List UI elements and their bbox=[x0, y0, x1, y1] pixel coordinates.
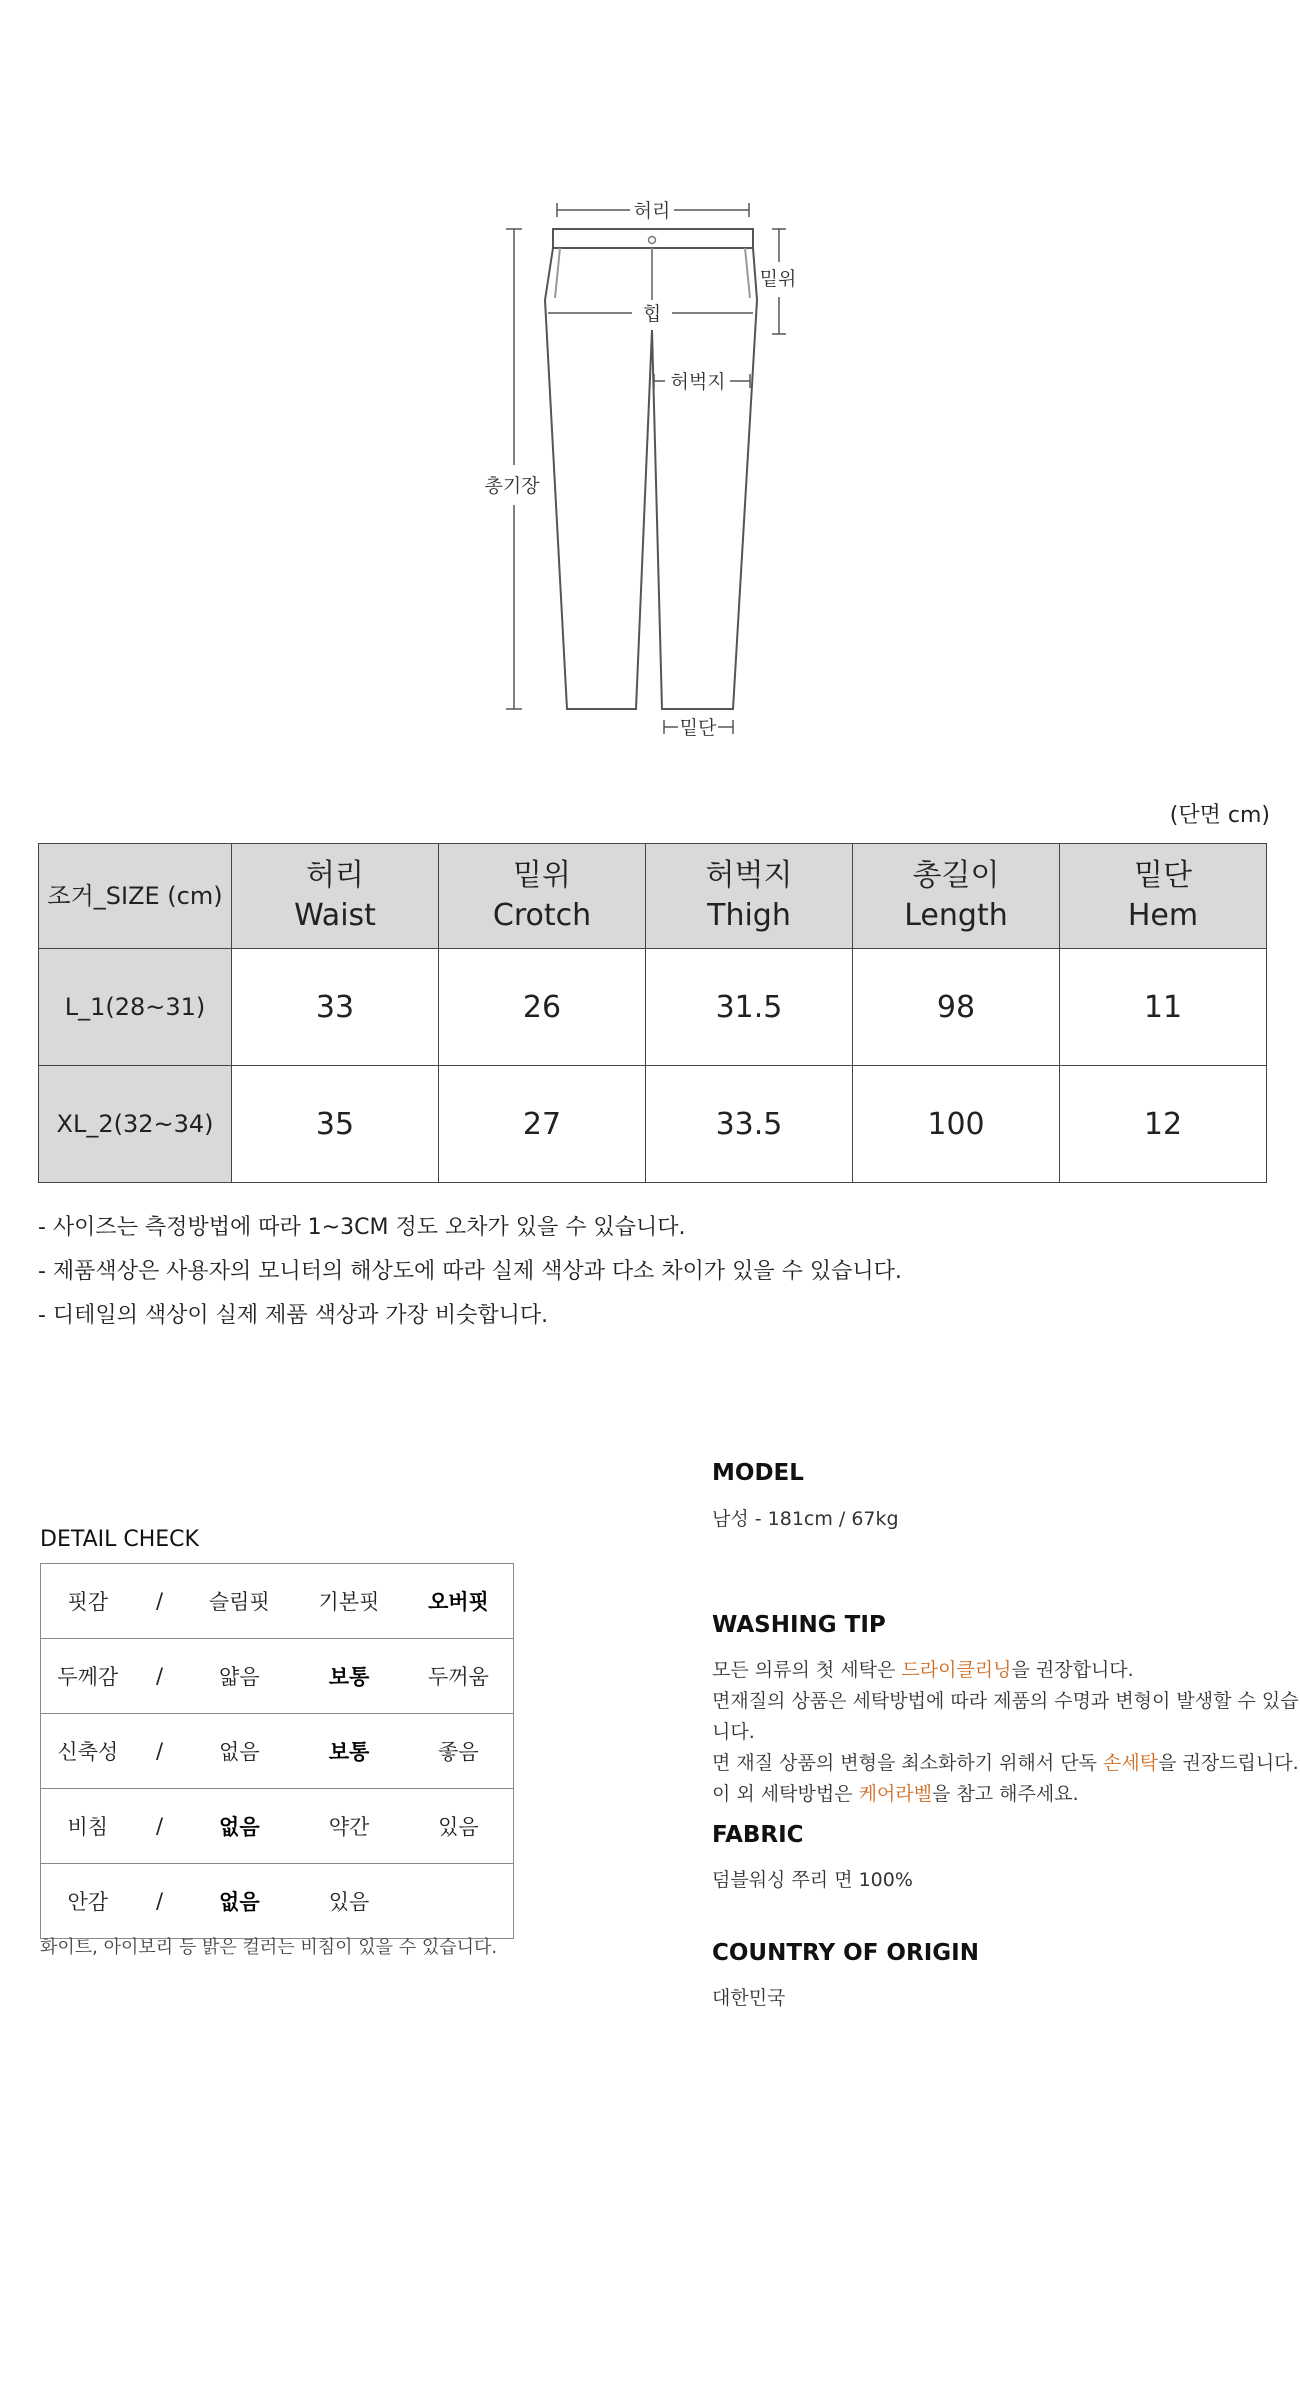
detail-separator: / bbox=[135, 1564, 185, 1639]
origin-text: 대한민국 bbox=[712, 1987, 786, 2009]
size-table-header bbox=[39, 844, 1267, 949]
fabric-text: 덤블워싱 쭈리 면 100% bbox=[712, 1869, 913, 1891]
detail-option-selected: 보통 bbox=[294, 1714, 404, 1789]
detail-label: 핏감 bbox=[41, 1564, 135, 1639]
detail-option: 두꺼움 bbox=[404, 1639, 514, 1714]
washing-line: 모든 의류의 첫 세탁은 드라이클리닝을 권장합니다. bbox=[712, 1659, 1134, 1681]
sheerness-note: 화이트, 아이보리 등 밝은 컬러는 비침이 있을 수 있습니다. bbox=[40, 1937, 498, 1958]
header-crotch: 밑위 Crotch bbox=[439, 844, 646, 949]
table-cell: 100 bbox=[853, 1066, 1060, 1183]
row-size-label: XL_2(32~34) bbox=[39, 1066, 232, 1183]
washing-line: 면 재질 상품의 변형을 최소화하기 위해서 단독 손세탁을 권장드립니다. bbox=[712, 1752, 1299, 1774]
model-text: 남성 - 181cm / 67kg bbox=[712, 1508, 899, 1530]
detail-row-sheerness bbox=[41, 1789, 514, 1864]
fabric-title: FABRIC bbox=[712, 1822, 804, 1848]
detail-option-selected: 없음 bbox=[185, 1789, 295, 1864]
table-cell: 27 bbox=[439, 1066, 646, 1183]
pocket-left bbox=[555, 248, 560, 298]
detail-separator: / bbox=[135, 1639, 185, 1714]
detail-option: 기본핏 bbox=[294, 1564, 404, 1639]
size-note: - 사이즈는 측정방법에 따라 1~3CM 정도 오차가 있을 수 있습니다. bbox=[38, 1215, 686, 1240]
table-cell: 33 bbox=[232, 949, 439, 1066]
thigh-label: 허벅지 bbox=[670, 371, 726, 393]
waistband-outline bbox=[553, 229, 753, 248]
detail-note: - 디테일의 색상이 실제 제품 색상과 가장 비슷합니다. bbox=[38, 1303, 549, 1328]
header-length: 총길이 Length bbox=[853, 844, 1060, 949]
row-size-label: L_1(28~31) bbox=[39, 949, 232, 1066]
detail-row-fit bbox=[41, 1564, 514, 1639]
pants-diagram bbox=[0, 0, 1300, 760]
detail-option: 없음 bbox=[185, 1714, 295, 1789]
size-table bbox=[38, 843, 1267, 1183]
detail-row-lining bbox=[41, 1864, 514, 1939]
hem-label: 밑단 bbox=[679, 717, 717, 739]
unit-note: (단면 cm) bbox=[1169, 803, 1270, 828]
detail-label: 두께감 bbox=[41, 1639, 135, 1714]
hip-label: 힙 bbox=[642, 303, 662, 325]
button-icon bbox=[649, 237, 656, 244]
table-cell: 35 bbox=[232, 1066, 439, 1183]
table-row bbox=[39, 949, 1267, 1066]
detail-check-table bbox=[40, 1563, 514, 1939]
detail-option: 약간 bbox=[294, 1789, 404, 1864]
detail-option: 있음 bbox=[328, 1890, 370, 1914]
origin-title: COUNTRY OF ORIGIN bbox=[712, 1940, 979, 1966]
detail-row-thickness bbox=[41, 1639, 514, 1714]
detail-separator: / bbox=[135, 1714, 185, 1789]
header-thigh: 허벅지 Thigh bbox=[646, 844, 853, 949]
header-hem: 밑단 Hem bbox=[1060, 844, 1267, 949]
size-corner-cell: 조거_SIZE (cm) bbox=[39, 844, 232, 949]
detail-option-selected: 오버핏 bbox=[404, 1564, 514, 1639]
detail-option: 좋음 bbox=[404, 1714, 514, 1789]
washing-line: 이 외 세탁방법은 케어라벨을 참고 해주세요. bbox=[712, 1783, 1079, 1805]
length-label: 총기장 bbox=[484, 475, 540, 497]
detail-separator: / bbox=[135, 1789, 185, 1864]
detail-option: 얇음 bbox=[185, 1639, 295, 1714]
waist-label: 허리 bbox=[633, 200, 671, 222]
detail-label: 신축성 bbox=[41, 1714, 135, 1789]
highlight-handwash: 손세탁 bbox=[1103, 1752, 1159, 1774]
detail-separator: / bbox=[155, 1889, 164, 1913]
detail-check-title: DETAIL CHECK bbox=[40, 1527, 199, 1552]
detail-option bbox=[404, 1864, 514, 1939]
detail-option-selected: 없음 bbox=[219, 1890, 260, 1914]
detail-option: 있음 bbox=[404, 1789, 514, 1864]
detail-label: 비침 bbox=[41, 1789, 135, 1864]
pocket-right bbox=[745, 248, 750, 298]
table-cell: 26 bbox=[439, 949, 646, 1066]
model-title: MODEL bbox=[712, 1460, 804, 1486]
washing-text bbox=[712, 1655, 1300, 1810]
highlight-carelabel: 케어라벨 bbox=[858, 1783, 933, 1805]
detail-option: 슬림핏 bbox=[185, 1564, 295, 1639]
washing-title: WASHING TIP bbox=[712, 1612, 886, 1638]
table-row bbox=[39, 1066, 1267, 1183]
detail-row-stretch bbox=[41, 1714, 514, 1789]
table-cell: 12 bbox=[1060, 1066, 1267, 1183]
highlight-dryclean: 드라이클리닝 bbox=[901, 1659, 1012, 1681]
color-note: - 제품색상은 사용자의 모니터의 해상도에 따라 실제 색상과 다소 차이가 있을 수 있습니다. bbox=[38, 1259, 902, 1284]
table-cell: 98 bbox=[853, 949, 1060, 1066]
crotch-label: 밑위 bbox=[759, 268, 797, 290]
table-cell: 11 bbox=[1060, 949, 1267, 1066]
table-cell: 31.5 bbox=[646, 949, 853, 1066]
detail-label: 안감 bbox=[67, 1890, 109, 1914]
table-cell: 33.5 bbox=[646, 1066, 853, 1183]
washing-line: 면재질의 상품은 세탁방법에 따라 제품의 수명과 변형이 발생할 수 있습니다. bbox=[712, 1690, 1299, 1743]
header-waist: 허리 Waist bbox=[232, 844, 439, 949]
detail-option-selected: 보통 bbox=[294, 1639, 404, 1714]
